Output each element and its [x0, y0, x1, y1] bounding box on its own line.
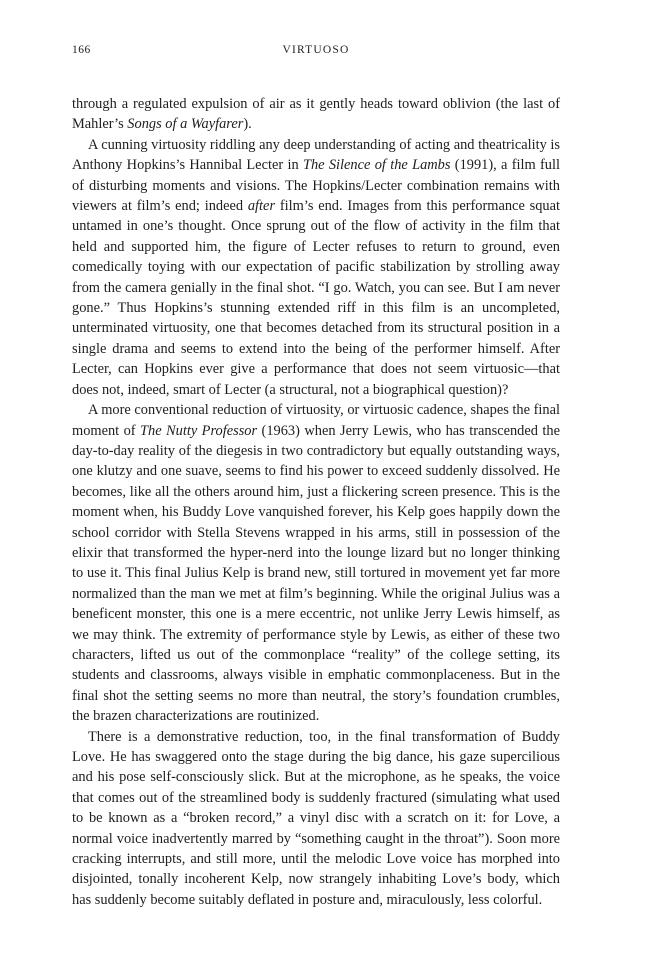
text-segment: ). [243, 116, 252, 133]
text-segment: There is a demonstrative reduction, too, in the final transformation of Buddy Love. He has swaggered onto the stage during the big dance, his gaze supercilious and his pose self-consciously slick. But at the microphone, as he speaks, the voice that comes out of the streamlined body is suddenly fractured (simulating what used to be known as a “broken record,” a vinyl disc with a scratch on it: for Love, a normal voice inadvertently marred by “something caught in the throat”). Soon more cracking interrupts, and still more, until the melodic Love voice has morphed into disjointed, tonally incoherent Kelp, now strangely inhabiting Love’s body, which has suddenly become suitably deflated in posture and, miraculously, less colorful. [72, 728, 560, 908]
body-text [72, 94, 560, 910]
page-number: 166 [72, 44, 91, 56]
italic-title: The Nutty Professor [140, 422, 258, 439]
text-segment: film’s end. Images from this performance squat untamed in one’s thought. Once sprung out of the flow of activity in the film that held and supported him, the figure of Lecter refuses to return to ground, even comedically toying with our expectation of pacific stabilization by strolling away from the camera genially in the final shot. “I go. Watch, you can see. But I am never gone.” Thus Hopkins’s stunning extended riff in this film is an uncompleted, unterminated virtuosity, one that becomes detached from its structural position in a single drama and seems to extend into the being of the performer himself. After Lecter, can Hopkins ever give a performance that does not seem virtuosic—that does not, indeed, smart of Lecter (a structural, not a biographical question)? [72, 198, 561, 398]
italic-title: The Silence of the Lambs [302, 157, 451, 174]
text-segment: A more conventional reduction of virtuosity, or virtuosic cadence, shapes the final moment of [72, 402, 560, 439]
paragraph-2 [72, 135, 560, 400]
paragraph-3 [72, 400, 560, 727]
running-title: VIRTUOSO [282, 44, 350, 56]
text-segment: through a regulated expulsion of air as it gently heads toward oblivion (the last of Mahler’s [72, 96, 560, 133]
text-segment: (1991), a film full of disturbing moments and visions. The Hopkins/Lecter combination remains with viewers at film’s end; indeed [72, 157, 560, 215]
text-segment: A cunning virtuosity riddling any deep understanding of acting and theatricality is Anthony Hopkins’s Hannibal Lecter in [72, 136, 560, 174]
italic-emphasis: after [247, 198, 276, 215]
paragraph-1 [72, 94, 560, 135]
book-page [72, 44, 560, 910]
italic-title: Songs of a Wayfarer [127, 116, 244, 133]
paragraph-4 [72, 727, 560, 911]
text-segment: (1963) when Jerry Lewis, who has transcended the day-to-day reality of the diegesis in two contradictory but equally outstanding ways, one klutzy and one suave, seems to find his power to exceed suddenly dissolved. He becomes, like all the others around him, just a flickering screen presence. This is the moment when, his Buddy Love vanquished forever, his Kelp goes happily down the school corridor with Stella Stevens wrapped in his arms, still in possession of the elixir that transformed the hyper-nerd into the lounge lizard but no longer thinking to use it. This final Julius Kelp is brand new, still tortured in movement yet far more normalized than the man we met at film’s beginning. While the original Julius was a beneficent monster, this one is a mere eccentric, not unlike Jerry Lewis himself, as we may think. The extremity of performance style by Lewis, as either of these two characters, lifted us out of the commonplace “reality” of the college setting, its students and classrooms, always visible in emphatic commonplaceness. But in the final shot the setting seems no more than neutral, the story’s foundation crumbles, the brazen characterizations are routinized. [72, 422, 560, 725]
running-head [72, 44, 560, 64]
